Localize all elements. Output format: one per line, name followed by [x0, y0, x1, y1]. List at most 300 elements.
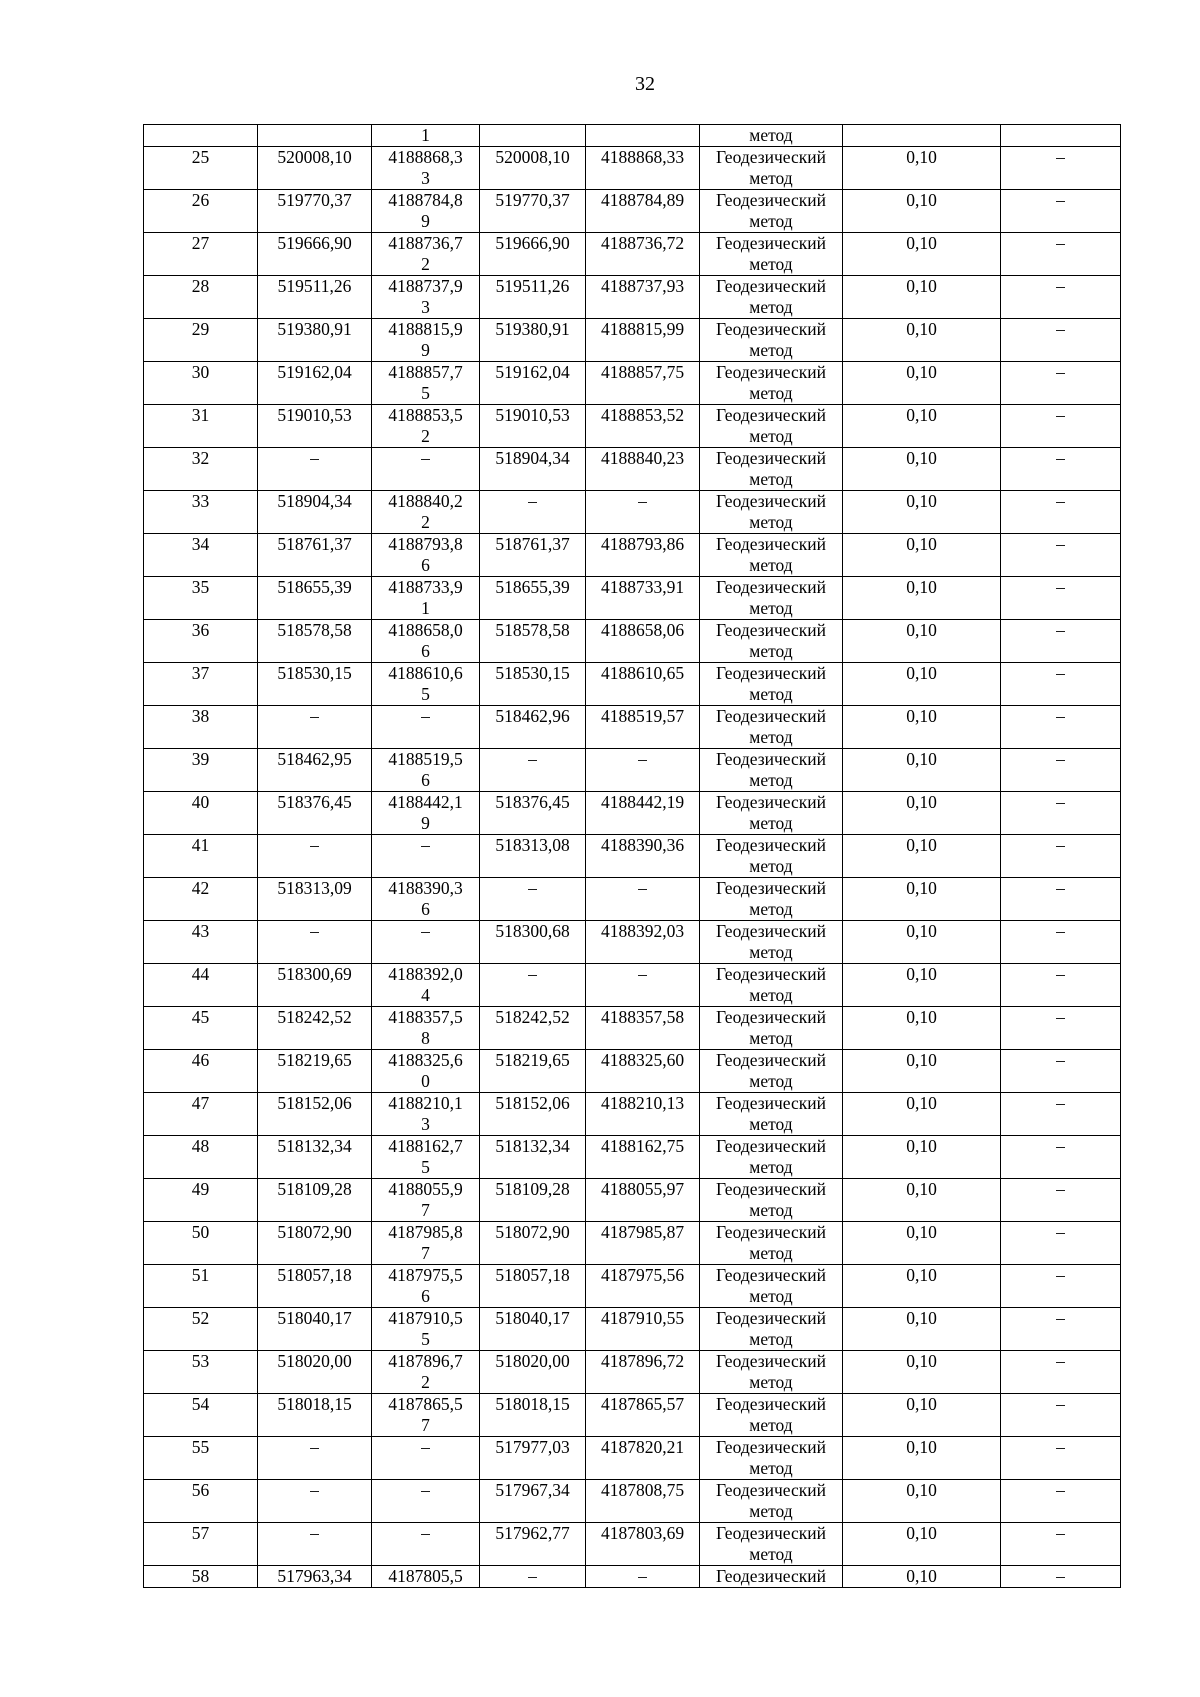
cell-x-existing	[258, 534, 372, 577]
cell-x-new	[480, 835, 586, 878]
cell-x-new	[480, 125, 586, 147]
cell-x-new-text: –	[528, 964, 537, 984]
cell-x-existing-text: –	[310, 1523, 319, 1543]
cell-y-existing-text: 4188784,8 9	[388, 190, 463, 231]
cell-y-new-text: 4187865,57	[600, 1394, 685, 1414]
page-number: 32	[635, 73, 655, 95]
cell-point-number	[144, 362, 258, 405]
cell-y-existing	[372, 1050, 480, 1093]
cell-method-text: Геодезический метод	[716, 749, 826, 790]
cell-x-new	[480, 706, 586, 749]
cell-note-text: –	[1056, 491, 1065, 511]
cell-y-existing-text: 4187805,5	[388, 1566, 463, 1586]
table-row	[144, 534, 1121, 577]
cell-note	[1001, 1136, 1121, 1179]
cell-point-number-text: 54	[191, 1394, 210, 1414]
cell-accuracy-text: 0,10	[906, 1050, 937, 1070]
cell-accuracy-text: 0,10	[906, 835, 937, 855]
cell-note	[1001, 1222, 1121, 1265]
cell-point-number-text: 46	[191, 1050, 210, 1070]
cell-x-new	[480, 405, 586, 448]
cell-x-new-text: 518040,17	[495, 1308, 570, 1328]
cell-note	[1001, 405, 1121, 448]
cell-x-existing-text: 518072,90	[277, 1222, 352, 1242]
cell-accuracy-text: 0,10	[906, 1394, 937, 1414]
table-row	[144, 620, 1121, 663]
cell-point-number-text: 55	[191, 1437, 210, 1457]
cell-x-existing	[258, 1265, 372, 1308]
cell-accuracy	[843, 792, 1001, 835]
cell-y-existing-text: 4188519,5 6	[388, 749, 463, 790]
cell-x-new	[480, 1007, 586, 1050]
cell-x-existing	[258, 448, 372, 491]
cell-note	[1001, 835, 1121, 878]
cell-note	[1001, 1308, 1121, 1351]
cell-point-number-text: 51	[191, 1265, 210, 1285]
cell-note-text: –	[1056, 1437, 1065, 1457]
cell-note	[1001, 1523, 1121, 1566]
cell-note-text: –	[1056, 534, 1065, 554]
table-row	[144, 878, 1121, 921]
cell-accuracy-text: 0,10	[906, 1179, 937, 1199]
cell-method	[700, 577, 843, 620]
cell-method-text: Геодезический метод	[716, 319, 826, 360]
cell-y-existing: 1	[372, 125, 480, 147]
cell-y-existing	[372, 405, 480, 448]
cell-x-new	[480, 878, 586, 921]
cell-point-number-text: 53	[191, 1351, 210, 1371]
cell-x-new	[480, 1222, 586, 1265]
cell-y-new-text: 4187808,75	[600, 1480, 685, 1500]
cell-x-existing	[258, 1050, 372, 1093]
cell-accuracy	[843, 1480, 1001, 1523]
cell-note-text: –	[1056, 1523, 1065, 1543]
table-row	[144, 1308, 1121, 1351]
cell-method-text: Геодезический метод	[716, 362, 826, 403]
cell-x-new-text: 518300,68	[495, 921, 570, 941]
cell-y-existing-text: 4188733,9 1	[388, 577, 463, 618]
cell-accuracy	[843, 405, 1001, 448]
cell-x-new-text: 519162,04	[495, 362, 570, 382]
cell-y-new	[586, 1523, 700, 1566]
cell-y-new-text: 4188784,89	[600, 190, 685, 210]
cell-x-existing-text: 518040,17	[277, 1308, 352, 1328]
cell-y-new-text: 4188390,36	[600, 835, 685, 855]
cell-x-existing-text: 518020,00	[277, 1351, 352, 1371]
cell-x-new	[480, 1437, 586, 1480]
cell-x-existing	[258, 878, 372, 921]
cell-note-text: –	[1056, 1308, 1065, 1328]
cell-x-existing	[258, 1093, 372, 1136]
cell-accuracy	[843, 1265, 1001, 1308]
table-row	[144, 1437, 1121, 1480]
cell-accuracy-text: 0,10	[906, 921, 937, 941]
cell-y-existing-text: –	[421, 1480, 430, 1500]
cell-note	[1001, 878, 1121, 921]
cell-x-new	[480, 1523, 586, 1566]
cell-point-number	[144, 1136, 258, 1179]
cell-y-new	[586, 147, 700, 190]
cell-accuracy-text: 0,10	[906, 534, 937, 554]
cell-point-number	[144, 534, 258, 577]
cell-y-existing-text: 4188357,5 8	[388, 1007, 463, 1048]
cell-y-new	[586, 663, 700, 706]
cell-x-existing-text: 518057,18	[277, 1265, 352, 1285]
cell-accuracy-text: 0,10	[906, 147, 937, 167]
cell-note	[1001, 1351, 1121, 1394]
cell-point-number	[144, 878, 258, 921]
cell-point-number-text: 57	[191, 1523, 210, 1543]
cell-method	[700, 1222, 843, 1265]
cell-note	[1001, 233, 1121, 276]
cell-x-new-text: 518530,15	[495, 663, 570, 683]
cell-accuracy	[843, 276, 1001, 319]
cell-x-new-text: 518057,18	[495, 1265, 570, 1285]
cell-x-existing-text: 519162,04	[277, 362, 352, 382]
cell-x-existing	[258, 1222, 372, 1265]
cell-y-new	[586, 1437, 700, 1480]
cell-x-existing-text: 519010,53	[277, 405, 352, 425]
cell-method-text: Геодезический метод	[716, 448, 826, 489]
cell-note-text: –	[1056, 448, 1065, 468]
cell-x-new	[480, 1265, 586, 1308]
cell-y-new-text: 4188325,60	[600, 1050, 685, 1070]
cell-y-new-text: 4188610,65	[600, 663, 685, 683]
cell-x-new-text: 518462,96	[495, 706, 570, 726]
cell-point-number	[144, 749, 258, 792]
cell-point-number	[144, 125, 258, 147]
cell-note-text: –	[1056, 1222, 1065, 1242]
cell-x-new	[480, 921, 586, 964]
cell-accuracy	[843, 147, 1001, 190]
cell-accuracy	[843, 1007, 1001, 1050]
cell-y-existing	[372, 835, 480, 878]
cell-point-number	[144, 1351, 258, 1394]
cell-accuracy-text: 0,10	[906, 319, 937, 339]
cell-note	[1001, 749, 1121, 792]
cell-note	[1001, 1093, 1121, 1136]
cell-note-text: –	[1056, 1566, 1065, 1586]
cell-y-new	[586, 1093, 700, 1136]
cell-accuracy-text: 0,10	[906, 663, 937, 683]
cell-point-number-text: 35	[191, 577, 210, 597]
cell-y-new	[586, 1265, 700, 1308]
cell-point-number	[144, 319, 258, 362]
table-row	[144, 792, 1121, 835]
cell-accuracy	[843, 1351, 1001, 1394]
cell-method	[700, 147, 843, 190]
cell-accuracy-text: 0,10	[906, 1480, 937, 1500]
cell-method	[700, 1179, 843, 1222]
cell-method	[700, 964, 843, 1007]
table-row	[144, 190, 1121, 233]
cell-y-existing	[372, 706, 480, 749]
cell-y-new-text: 4188857,75	[600, 362, 685, 382]
cell-y-existing-text: 4188658,0 6	[388, 620, 463, 661]
cell-point-number-text: 26	[191, 190, 210, 210]
cell-y-new	[586, 405, 700, 448]
cell-note-text: –	[1056, 964, 1065, 984]
cell-accuracy	[843, 1093, 1001, 1136]
cell-x-existing	[258, 835, 372, 878]
cell-y-existing	[372, 792, 480, 835]
cell-x-existing	[258, 147, 372, 190]
cell-y-existing-text: 4188857,7 5	[388, 362, 463, 403]
cell-y-new	[586, 878, 700, 921]
cell-x-new	[480, 448, 586, 491]
cell-y-new-text: 4188815,99	[600, 319, 685, 339]
cell-y-existing	[372, 1222, 480, 1265]
cell-point-number	[144, 491, 258, 534]
cell-x-existing	[258, 1437, 372, 1480]
cell-accuracy	[843, 706, 1001, 749]
cell-x-new-text: 518376,45	[495, 792, 570, 812]
cell-x-new-text: –	[528, 491, 537, 511]
cell-y-existing-text: 4188055,9 7	[388, 1179, 463, 1220]
cell-y-new	[586, 276, 700, 319]
cell-note	[1001, 964, 1121, 1007]
cell-method-text: Геодезический метод	[716, 1437, 826, 1478]
cell-note-text: –	[1056, 835, 1065, 855]
cell-method-text: Геодезический метод	[716, 964, 826, 1005]
cell-note-text: –	[1056, 276, 1065, 296]
cell-point-number-text: 50	[191, 1222, 210, 1242]
cell-y-existing	[372, 620, 480, 663]
cell-point-number	[144, 448, 258, 491]
cell-y-new-text: 4188442,19	[600, 792, 685, 812]
cell-accuracy-text: 0,10	[906, 878, 937, 898]
table-row	[144, 491, 1121, 534]
cell-point-number	[144, 620, 258, 663]
cell-x-new-text: –	[528, 749, 537, 769]
cell-y-new	[586, 190, 700, 233]
cell-x-new	[480, 792, 586, 835]
cell-y-existing-text: –	[421, 448, 430, 468]
cell-y-existing	[372, 921, 480, 964]
cell-note-text: –	[1056, 147, 1065, 167]
cell-method-text: Геодезический метод	[716, 233, 826, 274]
cell-note-text: –	[1056, 577, 1065, 597]
cell-method	[700, 491, 843, 534]
cell-note	[1001, 1480, 1121, 1523]
cell-point-number-text: 47	[191, 1093, 210, 1113]
cell-note	[1001, 792, 1121, 835]
cell-method	[700, 620, 843, 663]
cell-point-number-text: 37	[191, 663, 210, 683]
cell-point-number-text: 41	[191, 835, 210, 855]
cell-x-new-text: 519666,90	[495, 233, 570, 253]
cell-point-number	[144, 190, 258, 233]
cell-point-number-text: 42	[191, 878, 210, 898]
cell-x-new	[480, 147, 586, 190]
cell-x-new-text: 518132,34	[495, 1136, 570, 1156]
cell-x-existing	[258, 620, 372, 663]
cell-x-existing-text: 517963,34	[277, 1566, 352, 1586]
cell-y-existing	[372, 878, 480, 921]
cell-accuracy	[843, 1050, 1001, 1093]
cell-y-new-text: 4188392,03	[600, 921, 685, 941]
cell-x-new-text: 518242,52	[495, 1007, 570, 1027]
cell-method	[700, 1050, 843, 1093]
cell-y-new-text: 4188162,75	[600, 1136, 685, 1156]
table-row	[144, 1480, 1121, 1523]
cell-accuracy	[843, 1179, 1001, 1222]
cell-method-text: Геодезический метод	[716, 1007, 826, 1048]
cell-x-new	[480, 577, 586, 620]
cell-x-new-text: 519511,26	[495, 276, 570, 296]
cell-x-existing-text: 518761,37	[277, 534, 352, 554]
cell-method: метод	[700, 125, 843, 147]
cell-x-new-text: 517967,34	[495, 1480, 570, 1500]
cell-method	[700, 362, 843, 405]
cell-y-new-text: 4188737,93	[600, 276, 685, 296]
cell-method-text: Геодезический метод	[716, 1351, 826, 1392]
cell-y-new-text: 4188733,91	[600, 577, 685, 597]
cell-point-number-text: 28	[191, 276, 210, 296]
cell-method-text: Геодезический метод	[716, 792, 826, 833]
cell-y-existing	[372, 448, 480, 491]
cell-note-text: –	[1056, 1265, 1065, 1285]
cell-y-new-text: 4188519,57	[600, 706, 685, 726]
cell-x-new-text: 518313,08	[495, 835, 570, 855]
cell-y-new-text: 4187985,87	[600, 1222, 685, 1242]
cell-y-existing	[372, 319, 480, 362]
cell-accuracy	[843, 921, 1001, 964]
cell-note	[1001, 1566, 1121, 1588]
cell-y-new	[586, 749, 700, 792]
cell-point-number-text: 44	[191, 964, 210, 984]
cell-y-new	[586, 792, 700, 835]
cell-method	[700, 190, 843, 233]
cell-method	[700, 1351, 843, 1394]
cell-x-existing	[258, 1523, 372, 1566]
cell-point-number-text: 40	[191, 792, 210, 812]
cell-x-existing	[258, 663, 372, 706]
cell-method-text: Геодезический метод	[716, 1308, 826, 1349]
cell-note	[1001, 1007, 1121, 1050]
cell-point-number	[144, 1093, 258, 1136]
cell-point-number-text: 49	[191, 1179, 210, 1199]
cell-note	[1001, 491, 1121, 534]
cell-accuracy-text: 0,10	[906, 749, 937, 769]
cell-y-new	[586, 534, 700, 577]
cell-point-number-text: 30	[191, 362, 210, 382]
cell-note-text: –	[1056, 190, 1065, 210]
cell-x-new-text: 517977,03	[495, 1437, 570, 1457]
cell-point-number	[144, 1566, 258, 1588]
cell-x-existing-text: 518462,95	[277, 749, 352, 769]
cell-point-number-text: 52	[191, 1308, 210, 1328]
cell-method	[700, 663, 843, 706]
cell-note	[1001, 190, 1121, 233]
cell-point-number	[144, 921, 258, 964]
cell-accuracy-text: 0,10	[906, 448, 937, 468]
cell-y-existing	[372, 1093, 480, 1136]
cell-point-number-text: 31	[191, 405, 210, 425]
cell-y-new	[586, 319, 700, 362]
continuation-row	[144, 125, 1121, 147]
cell-point-number-text: 56	[191, 1480, 210, 1500]
cell-note-text: –	[1056, 233, 1065, 253]
table-row	[144, 921, 1121, 964]
cell-point-number	[144, 1437, 258, 1480]
cell-accuracy	[843, 534, 1001, 577]
cell-note	[1001, 620, 1121, 663]
cell-point-number	[144, 233, 258, 276]
cell-x-existing	[258, 491, 372, 534]
cell-x-new-text: 518904,34	[495, 448, 570, 468]
cell-accuracy-text: 0,10	[906, 964, 937, 984]
cell-x-existing-text: –	[310, 1437, 319, 1457]
cell-method	[700, 1007, 843, 1050]
cell-accuracy	[843, 1437, 1001, 1480]
cell-accuracy-text: 0,10	[906, 1566, 937, 1586]
cell-accuracy	[843, 319, 1001, 362]
cell-y-existing-text: 4187985,8 7	[388, 1222, 463, 1263]
cell-y-existing	[372, 1136, 480, 1179]
cell-x-new	[480, 964, 586, 1007]
table-row	[144, 1050, 1121, 1093]
cell-point-number-text: 32	[191, 448, 210, 468]
cell-y-new-text: –	[638, 749, 647, 769]
cell-note-text: –	[1056, 1093, 1065, 1113]
cell-point-number	[144, 276, 258, 319]
cell-y-new-text: 4188357,58	[600, 1007, 685, 1027]
cell-x-existing-text: –	[310, 835, 319, 855]
cell-method	[700, 1136, 843, 1179]
cell-y-new	[586, 1394, 700, 1437]
cell-accuracy-text: 0,10	[906, 276, 937, 296]
cell-x-existing-text: 518530,15	[277, 663, 352, 683]
cell-x-new	[480, 1308, 586, 1351]
cell-x-new	[480, 1136, 586, 1179]
cell-method	[700, 706, 843, 749]
cell-accuracy-text: 0,10	[906, 233, 937, 253]
cell-note	[1001, 1437, 1121, 1480]
cell-point-number	[144, 792, 258, 835]
cell-method	[700, 1480, 843, 1523]
cell-y-new	[586, 1566, 700, 1588]
cell-x-existing-text: –	[310, 448, 319, 468]
cell-y-new-text: 4187975,56	[600, 1265, 685, 1285]
cell-accuracy-text: 0,10	[906, 620, 937, 640]
cell-method	[700, 405, 843, 448]
cell-x-new	[480, 276, 586, 319]
cell-note	[1001, 319, 1121, 362]
cell-note	[1001, 534, 1121, 577]
cell-x-existing	[258, 125, 372, 147]
table-row	[144, 1093, 1121, 1136]
cell-x-existing	[258, 1179, 372, 1222]
cell-y-existing-text: 4188162,7 5	[388, 1136, 463, 1177]
cell-x-new-text: 519010,53	[495, 405, 570, 425]
cell-accuracy-text: 0,10	[906, 577, 937, 597]
cell-point-number	[144, 964, 258, 1007]
cell-x-new-text: –	[528, 878, 537, 898]
table-row	[144, 1523, 1121, 1566]
cell-y-new-text: 4188210,13	[600, 1093, 685, 1113]
cell-x-existing	[258, 276, 372, 319]
cell-y-new	[586, 1179, 700, 1222]
cell-x-new-text: –	[528, 1566, 537, 1586]
cell-x-existing-text: 519666,90	[277, 233, 352, 253]
cell-x-existing	[258, 362, 372, 405]
cell-method-text: Геодезический метод	[716, 663, 826, 704]
cell-y-existing-text: 4187865,5 7	[388, 1394, 463, 1435]
cell-method-text: Геодезический метод	[716, 921, 826, 962]
cell-method	[700, 1308, 843, 1351]
cell-x-new	[480, 1394, 586, 1437]
